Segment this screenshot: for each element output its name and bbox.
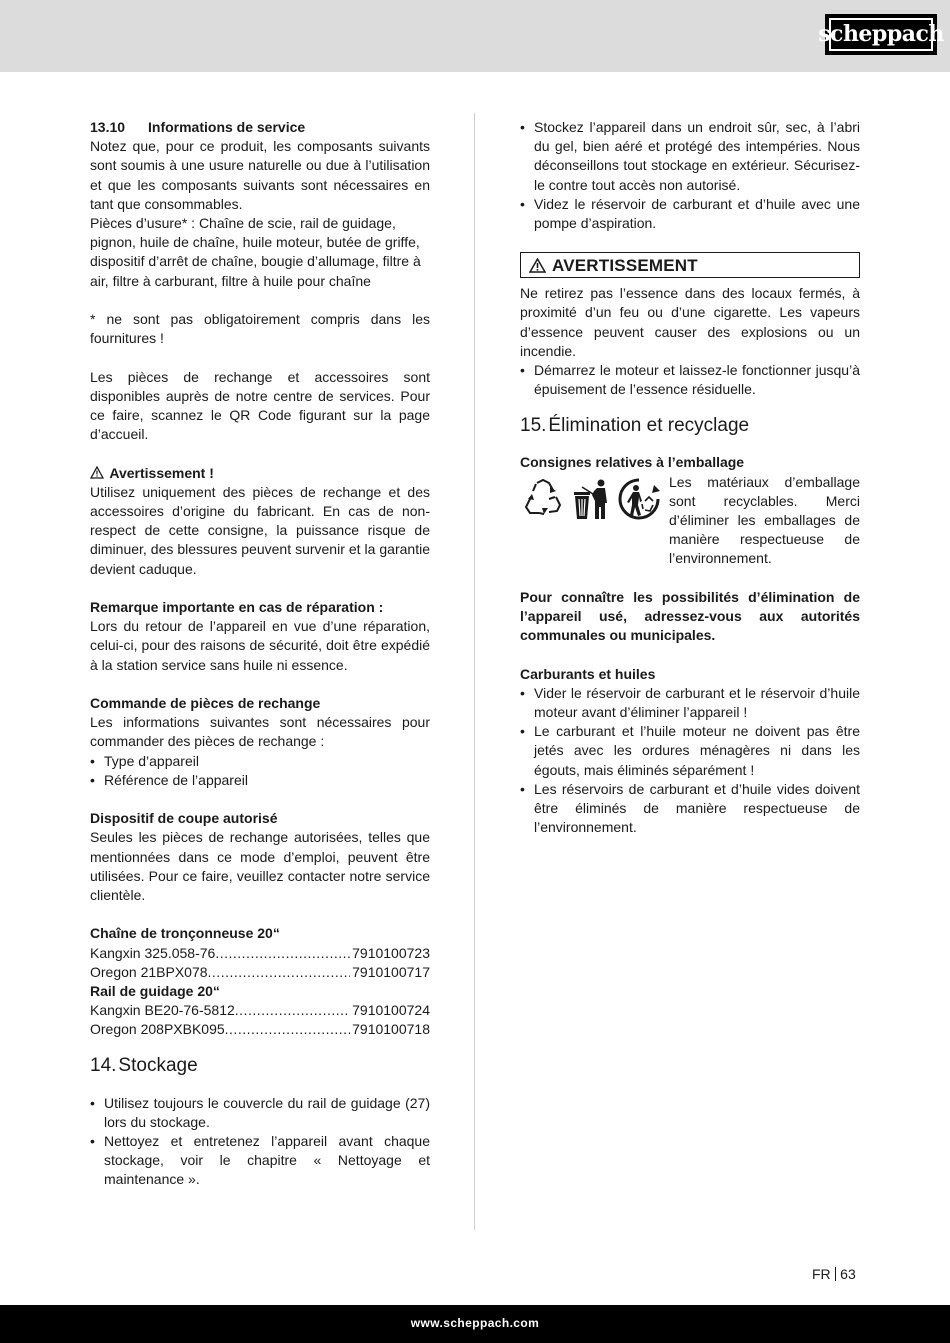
warning-heading: Avertissement ! (90, 464, 430, 483)
list-item: • Videz le réservoir de carburant et d’huile avec une pompe d’aspiration. (520, 195, 860, 233)
repair-text: Lors du retour de l’appareil en vue d’une réparation, celui-ci, pour des raisons de sécurité, doit être expédié à la station service sans huile ni essence. (90, 618, 430, 673)
packaging-block (520, 473, 860, 569)
warning-text: Utilisez uniquement des pièces de rechange et des accessoires d’origine du fabricant. En cas de non-respect de cette consigne, la puissance risque de diminuer, des blessures peuvent survenir et la garantie devient caduque. (90, 483, 430, 577)
trash-bin-icon (572, 477, 610, 521)
list-item: • Nettoyez et entretenez l’appareil avant chaque stockage, voir le chapitre « Nettoyage et maintenance ». (90, 1132, 430, 1190)
rail-heading: Rail de guidage 20“ (90, 983, 220, 1000)
page-number-value: 63 (840, 1266, 856, 1282)
list-item: • Vider le réservoir de carburant et le réservoir d’huile moteur avant d’éliminer l’appareil ! (520, 684, 860, 722)
warning-triangle-icon (90, 466, 104, 479)
recycling-icons (520, 473, 669, 521)
spares-text: Les pièces de rechange et accessoires sont disponibles auprès de notre centre de services. Pour ce faire, scannez le QR Code figurant sur la page d’accueil. (90, 368, 430, 443)
packaging-text: Les matériaux d’emballage sont recyclables. Merci d’éliminer les emballages de manière respectueuse de l’environnement. (669, 473, 860, 567)
brand-logo (818, 14, 944, 55)
page-number (812, 1265, 856, 1284)
list-item: • Utilisez toujours le couvercle du rail de guidage (27) lors du stockage. (90, 1094, 430, 1132)
recycling-person-icon (616, 477, 662, 521)
list-item: • Le carburant et l’huile moteur ne doivent pas être jetés avec les ordures ménagères ni dans les égouts, mais éliminés séparément ! (520, 722, 860, 780)
fuels-list (520, 684, 860, 838)
language-code: FR (812, 1266, 831, 1282)
section-number: 13.10 (90, 119, 126, 135)
footer-band (0, 1305, 950, 1343)
fumes-warning-list (520, 361, 860, 399)
fumes-warning-text: Ne retirez pas l’essence dans des locaux fermés, à proximité d’un feu ou d’une cigarette. Les vapeurs d’essence peuvent causer des explosions ou un incendie. (520, 285, 860, 359)
parts-row: Oregon 208PXBK095 ..... 7910100718 (90, 1020, 430, 1039)
section-13-10-heading (90, 118, 430, 137)
disposal-note: Pour connaître les possibilités d’élimination de l’appareil usé, adressez-vous aux autorités communales ou municipales. (520, 588, 860, 644)
wear-parts: Pièces d’usure* : Chaîne de scie, rail de guidage, pignon, huile de chaîne, huile moteur, butée de griffe, dispositif d’arrêt de chaîne, bougie d’allumage, filtre à air, filtre à carburant, filtre à huile pour chaîne (90, 215, 421, 289)
storage-list (90, 1094, 430, 1190)
order-list (90, 752, 430, 790)
cutting-heading: Dispositif de coupe autorisé (90, 810, 278, 827)
supply-note: * ne sont pas obligatoirement compris dans les fournitures ! (90, 311, 430, 347)
warning-box: AVERTISSEMENT (520, 252, 860, 278)
list-item: • Démarrez le moteur et laissez-le fonctionner jusqu’à épuisement de l’essence résiduelle. (520, 361, 860, 399)
list-item: • Les réservoirs de carburant et d’huile vides doivent être éliminés de manière respectueuse de l’environnement. (520, 780, 860, 838)
chain-heading: Chaîne de tronçonneuse 20“ (90, 925, 280, 942)
list-item: • Type d’appareil (90, 752, 430, 771)
parts-row: Kangxin 325.058-76 ..... 7910100723 (90, 944, 430, 963)
order-heading: Commande de pièces de rechange (90, 695, 321, 712)
column-divider (474, 113, 475, 1230)
header-band (0, 0, 950, 72)
right-column (520, 118, 860, 837)
left-column (90, 118, 430, 1190)
parts-row: Oregon 21BPX078 ..... 7910100717 (90, 963, 430, 982)
warning-triangle-icon (529, 258, 546, 273)
list-item: • Stockez l’appareil dans un endroit sûr, sec, à l’abri du gel, bien aéré et protégé des intempéries. Nous déconseillons tout stockage en extérieur. Sécurisez-le contre tout accès non autorisé. (520, 118, 860, 195)
fuels-heading: Carburants et huiles (520, 665, 656, 682)
list-item: • Référence de l’appareil (90, 771, 430, 790)
storage-list-continued (520, 118, 860, 233)
service-intro: Notez que, pour ce produit, les composants suivants sont soumis à une usure naturelle ou due à l’utilisation et que les composants suivants sont nécessaires en tant que consommables. (90, 138, 430, 212)
section-14-heading: 14. Stockage (90, 1054, 198, 1076)
recycle-icon (520, 477, 566, 521)
order-text: Les informations suivantes sont nécessaires pour commander des pièces de rechange : (90, 714, 430, 750)
brand-name: scheppach (818, 20, 944, 47)
repair-heading: Remarque importante en cas de réparation : (90, 599, 384, 616)
website-link[interactable]: www.scheppach.com (410, 1316, 540, 1331)
cutting-text: Seules les pièces de rechange autorisées, telles que mentionnées dans ce mode d’emploi, peuvent être utilisées. Pour ce faire, veuillez contacter notre service clientèle. (90, 829, 430, 904)
section-15-heading: 15. Élimination et recyclage (520, 415, 750, 437)
parts-row: Kangxin BE20-76-5812 ..... 7910100724 (90, 1001, 430, 1020)
packaging-heading: Consignes relatives à l’emballage (520, 454, 745, 471)
section-title: Informations de service (148, 119, 306, 135)
